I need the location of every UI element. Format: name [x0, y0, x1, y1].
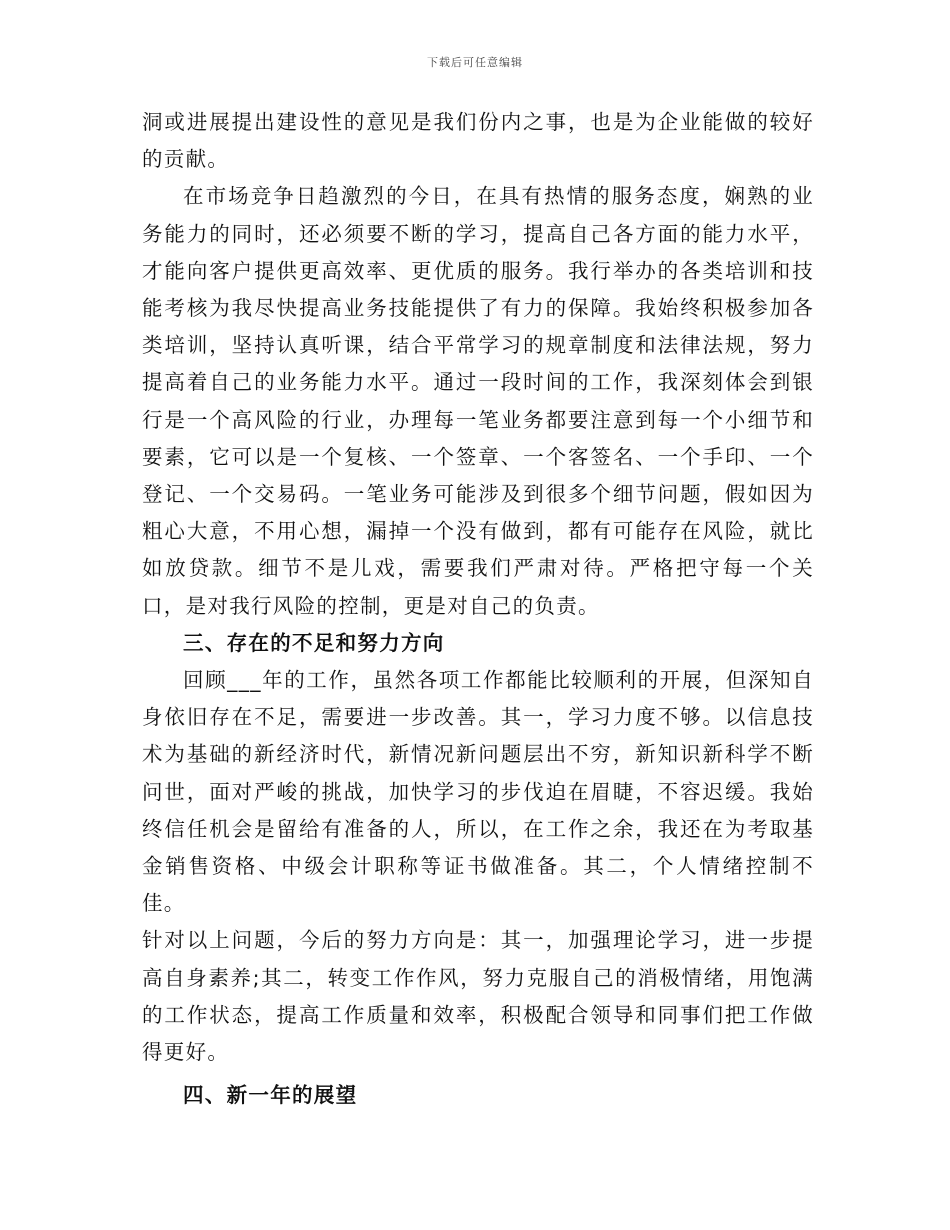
paragraph-continuation: 洞或进展提出建设性的意见是我们份内之事，也是为企业能做的较好的贡献。	[142, 110, 814, 172]
document-body	[142, 104, 814, 1114]
section-heading-outlook: 四、新一年的展望	[183, 1083, 358, 1108]
paragraph-direction: 针对以上问题，今后的努力方向是：其一，加强理论学习，进一步提高自身素养;其二，转变工作作风，努力克服自己的消极情绪，用饱满的工作状态，提高工作质量和效率，积极配合领导和同事们把工作做得更好。	[142, 928, 814, 1065]
paragraph-training: 在市场竞争日趋激烈的今日，在具有热情的服务态度，娴熟的业务能力的同时，还必须要不断的学习，提高自己各方面的能力水平，才能向客户提供更高效率、更优质的服务。我行举办的各类培训和技能考核为我尽快提高业务技能提供了有力的保障。我始终积极参加各类培训，坚持认真听课，结合平常学习的规章制度和法律法规，努力提高着自己的业务能力水平。通过一段时间的工作，我深刻体会到银行是一个高风险的行业，办理每一笔业务都要注意到每一个小细节和要素，它可以是一个复核、一个签章、一个客签名、一个手印、一个登记、一个交易码。一笔业务可能涉及到很多个细节问题，假如因为粗心大意，不用心想，漏掉一个没有做到，都有可能存在风险，就比如放贷款。细节不是儿戏，需要我们严肃对待。严格把守每一个关口，是对我行风险的控制，更是对自己的负责。	[142, 184, 814, 618]
page-header: 下载后可任意编辑	[427, 56, 523, 69]
paragraph-review: 回顾___年的工作，虽然各项工作都能比较顺利的开展，但深知自身依旧存在不足，需要进一步改善。其一，学习力度不够。以信息技术为基础的新经济时代，新情况新问题层出不穷，新知识新科学不断问世，面对严峻的挑战，加快学习的步伐迫在眉睫，不容迟缓。我始终信任机会是留给有准备的人，所以，在工作之余，我还在为考取基金销售资格、中级会计职称等证书做准备。其二，个人情绪控制不佳。	[142, 668, 814, 916]
section-heading-shortcomings: 三、存在的不足和努力方向	[183, 630, 445, 655]
